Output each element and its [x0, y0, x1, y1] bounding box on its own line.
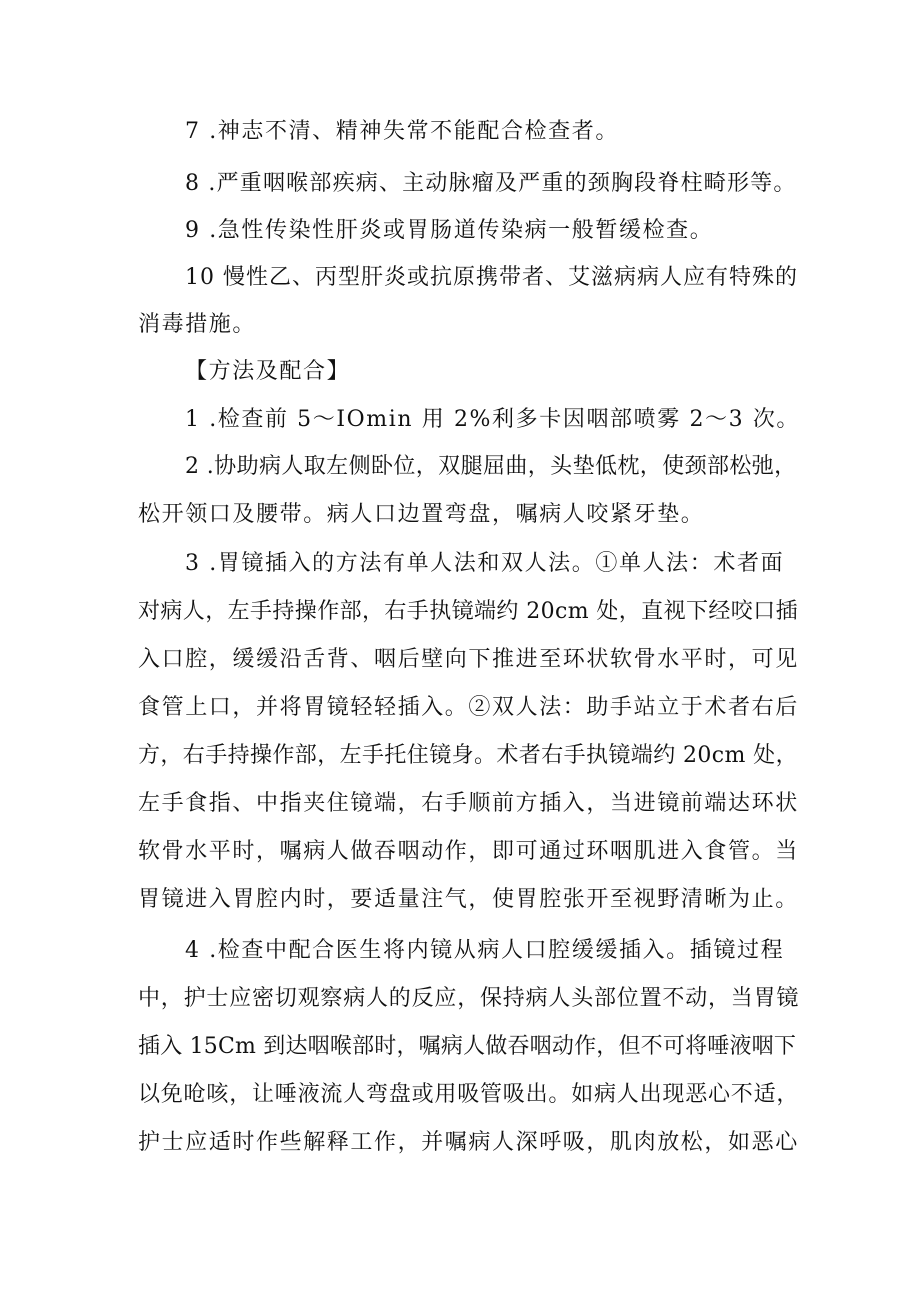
- text-line-step-4-cont-4: 护士应适时作些解释工作，并嘱病人深呼吸，肌肉放松，如恶心: [138, 1130, 799, 1155]
- text-line-step-3-cont-3: 食管上口，并将胃镜轻轻插入。②双人法：助手站立于术者右后: [138, 695, 799, 720]
- text-line-item-10: 10 慢性乙、丙型肝炎或抗原携带者、艾滋病病人应有特殊的: [185, 265, 798, 290]
- text-line-item-9: 9 .急性传染性肝炎或胃肠道传染病一般暂缓检查。: [185, 218, 714, 243]
- text-line-step-4-cont-2: 插入 15Cm 到达咽喉部时，嘱病人做吞咽动作，但不可将唾液咽下: [138, 1034, 797, 1059]
- text-line-step-3-cont-6: 软骨水平时，嘱病人做吞咽动作，即可通过环咽肌进入食管。当: [138, 839, 799, 864]
- text-line-step-3-cont-1: 对病人，左手持操作部，右手执镜端约 20cm 处，直视下经咬口插: [138, 599, 798, 624]
- text-line-item-10-cont: 消毒措施。: [138, 312, 257, 337]
- text-line-step-4: 4 .检查中配合医生将内镜从病人口腔缓缓插入。插镜过程: [185, 938, 785, 963]
- text-line-step-3-cont-5: 左手食指、中指夹住镜端，右手顺前方插入，当进镜前端达环状: [138, 791, 799, 816]
- text-line-step-2-cont: 松开领口及腰带。病人口边置弯盘，嘱病人咬紧牙垫。: [138, 502, 705, 527]
- text-line-item-8: 8 .严重咽喉部疾病、主动脉瘤及严重的颈胸段脊柱畸形等。: [185, 171, 797, 196]
- text-line-step-1: 1 .检查前 5～IOmin 用 2%利多卡因咽部喷雾 2～3 次。: [185, 407, 801, 432]
- text-line-step-3: 3 .胃镜插入的方法有单人法和双人法。①单人法：术者面: [185, 551, 785, 576]
- text-line-item-7: 7 .神志不清、精神失常不能配合检查者。: [185, 119, 619, 144]
- text-line-step-2: 2 .协助病人取左侧卧位，双腿屈曲，头垫低枕，使颈部松弛，: [185, 454, 797, 479]
- text-line-step-4-cont-3: 以免呛咳，让唾液流人弯盘或用吸管吸出。如病人出现恶心不适，: [138, 1082, 800, 1107]
- text-line-step-3-cont-2: 入口腔，缓缓沿舌背、咽后壁向下推进至环状软骨水平时，可见: [138, 647, 799, 672]
- text-line-step-3-cont-4: 方，右手持操作部，左手托住镜身。术者右手执镜端约 20cm 处，: [138, 743, 798, 768]
- text-line-step-4-cont-1: 中，护士应密切观察病人的反应，保持病人头部位置不动，当胃镜: [138, 986, 800, 1011]
- section-heading: 【方法及配合】: [185, 359, 351, 384]
- text-line-step-3-cont-7: 胃镜进入胃腔内时，要适量注气，使胃腔张开至视野清晰为止。: [138, 887, 799, 912]
